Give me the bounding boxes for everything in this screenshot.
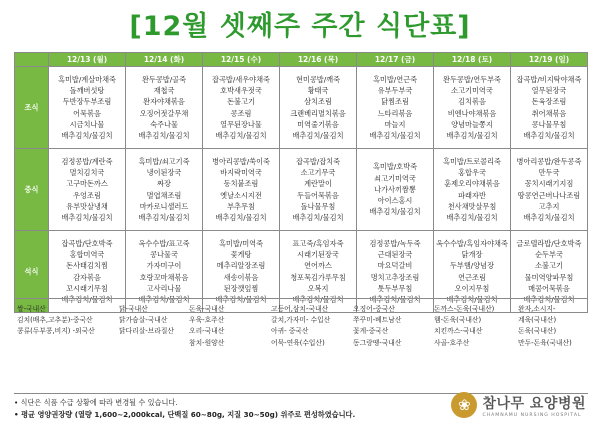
menu-item: 바지락미역국 <box>220 168 262 178</box>
origin-column <box>434 304 494 349</box>
menu-item: 시래기된장국 <box>297 250 339 260</box>
origin-line: 콩류(두부콩,비지) -외국산 <box>17 327 95 336</box>
origin-line: 햄-돈육(국내산) <box>434 316 482 325</box>
menu-item: 병아리콩밥/완두콩죽 <box>516 156 582 166</box>
menu-item: 연어까스 <box>304 261 332 271</box>
menu-item: 흑미밥/쇠고기죽 <box>138 156 190 166</box>
menu-item: 배추김치/물김치 <box>369 207 421 217</box>
menu-cell <box>49 149 126 231</box>
menu-item: 흑미밥/연근죽 <box>372 74 418 84</box>
menu-item: 소불고기 <box>535 261 563 271</box>
menu-cell <box>434 67 511 149</box>
origin-line: 사골-호주산 <box>434 338 470 347</box>
menu-item: 짜장 <box>157 179 171 189</box>
origin-column <box>518 304 572 349</box>
menu-item: 비엔나야채볶음 <box>447 108 497 118</box>
menu-cell <box>203 67 280 149</box>
origin-column <box>353 304 401 349</box>
origin-line: 오징어-중국산 <box>353 305 395 313</box>
menu-item: 콩조림 <box>230 108 252 118</box>
origin-line: 돈육(국내산) <box>518 327 557 336</box>
menu-item: 배추김치/물김치 <box>292 212 344 222</box>
origin-line: 만두-돈육(국내산) <box>518 338 572 347</box>
day-header: 12/16 (목) <box>280 53 357 67</box>
menu-item: 유부맛살냉채 <box>66 201 108 211</box>
menu-item: 잡곡밥/잡치죽 <box>295 156 341 166</box>
menu-item: 배추김치/물김치 <box>61 294 113 304</box>
menu-item: 호랑꼬마채볶음 <box>139 272 189 282</box>
note-menu-change: • 식단은 식품 수급 상황에 따라 변경될 수 있습니다. <box>14 398 178 407</box>
menu-item: 취어채볶음 <box>531 108 567 118</box>
menu-item: 배추김치/물김치 <box>369 130 421 140</box>
menu-item: 흑미밥/계살마채죽 <box>58 74 116 84</box>
menu-item: 감자볶음 <box>73 272 101 282</box>
menu-item: 배추김치/물김치 <box>61 130 113 140</box>
day-header: 12/13 (월) <box>49 53 126 67</box>
day-header-row <box>15 53 588 67</box>
origin-line: 고등어,삼치-국내산 <box>271 305 329 313</box>
menu-item: 명치고추장조림 <box>370 272 420 282</box>
menu-item: 마늘지 <box>384 119 406 129</box>
page-title: [12월 셋째주 주간 식단표] <box>129 11 471 42</box>
menu-item: 배추김치/물김치 <box>446 294 498 304</box>
menu-item: 연근조림 <box>458 272 486 282</box>
menu-cell <box>280 67 357 149</box>
menu-item: 닭개장 <box>461 250 483 260</box>
menu-item: 돈불고기 <box>227 97 255 107</box>
origin-line: 꽃게-중국산 <box>353 327 389 336</box>
menu-item: 콩나물무침 <box>531 119 567 129</box>
menu-item: 배추김치/물김치 <box>369 294 421 304</box>
menu-item: 물미역양파무침 <box>524 272 574 282</box>
origin-line: 돈육-국내산 <box>189 305 225 313</box>
menu-item: 멸엽채조림 <box>146 190 182 200</box>
menu-item: 크랜베리멸치볶음 <box>290 108 346 118</box>
menu-item: 배추김치/물김치 <box>292 294 344 304</box>
menu-item: 멸치김치국 <box>69 168 105 178</box>
menu-item: 오징어젓갈무채 <box>139 108 189 118</box>
menu-item: 꼬시래기무침 <box>66 283 108 293</box>
menu-item: 오복지 <box>307 283 329 293</box>
menu-item: 열무된장나물 <box>220 119 262 129</box>
menu-item: 돌나물무침 <box>300 201 336 211</box>
menu-item: 재첩국 <box>153 86 175 96</box>
origin-line: 쭈꾸미-베트남산 <box>353 316 402 325</box>
menu-item: 배추김치/물김치 <box>138 212 190 222</box>
menu-item: 쇠고기미역국 <box>374 173 416 183</box>
menu-item: 김치볶음 <box>458 97 486 107</box>
menu-cell <box>280 149 357 231</box>
menu-item: 두들어묵볶음 <box>297 190 339 200</box>
menu-item: 완자야채볶음 <box>143 97 185 107</box>
menu-item: 표고죽/흑임자죽 <box>292 238 344 248</box>
menu-item: 시금치나물 <box>69 119 105 129</box>
origin-column <box>17 304 95 338</box>
menu-item: 호박새우젓국 <box>220 86 262 96</box>
menu-item: 열무된장국 <box>531 86 567 96</box>
origin-line: 동그랑땡-국내산 <box>353 338 402 347</box>
menu-item: 홍합미역국 <box>69 250 105 260</box>
menu-item: 만두국 <box>538 168 560 178</box>
menu-item: 잡곡밥/단호박죽 <box>61 238 113 248</box>
menu-cell <box>357 67 434 149</box>
day-header: 12/17 (금) <box>357 53 434 67</box>
menu-item: 우엉조림 <box>73 190 101 200</box>
menu-item: 배추김치/물김치 <box>446 130 498 140</box>
menu-item: 잡곡밥/새우야채죽 <box>212 74 270 84</box>
menu-item: 계란말이 <box>304 179 332 189</box>
menu-item: 고사리나물 <box>146 283 182 293</box>
logo-sub: CHAMNAMU NURSING HOSPITAL <box>482 412 582 418</box>
menu-item: 흑미밥/트로콜리죽 <box>443 156 501 166</box>
origin-column <box>189 304 224 349</box>
menu-item: 파래자반 <box>458 190 486 200</box>
origin-line: 완자,소시지- <box>518 305 556 313</box>
menu-item: 어묵볶음 <box>73 108 101 118</box>
menu-item: 옥수수밥/흑임자야채죽 <box>436 238 508 248</box>
menu-item: 새송이볶음 <box>223 272 259 282</box>
menu-cell <box>203 149 280 231</box>
menu-item: 소고기미역국 <box>451 86 493 96</box>
origin-line: 계육(국내산) <box>518 316 557 325</box>
menu-item: 돌깨버섯탕 <box>69 86 105 96</box>
menu-item: 양념마늘쫑지 <box>451 119 493 129</box>
day-header: 12/15 (수) <box>203 53 280 67</box>
origin-line: 아귀- 중국산 <box>271 327 309 336</box>
meal-label: 조식 <box>15 67 49 149</box>
origin-line: 치킨까스-국내산 <box>434 327 483 336</box>
menu-item: 검정콩밥/녹두죽 <box>369 238 421 248</box>
menu-cell <box>511 149 588 231</box>
origin-line: 어묵-연육(수입산) <box>271 338 325 347</box>
menu-item: 배추김치/물김치 <box>215 212 267 222</box>
menu-item: 숙주나물 <box>150 119 178 129</box>
origin-line: 쌀-국내산 <box>17 305 46 313</box>
menu-item: 미역줄기볶음 <box>297 119 339 129</box>
menu-item: 배추김치/물김치 <box>523 130 575 140</box>
oak-leaf-icon: ❀ <box>451 392 477 418</box>
menu-item: 배추김치/물김치 <box>138 130 190 140</box>
menu-cell <box>511 67 588 149</box>
menu-item: 두부햄/양념장 <box>449 261 495 271</box>
menu-item: 나가사끼짬뽕 <box>374 184 416 194</box>
menu-item: 유부두부국 <box>377 86 413 96</box>
menu-item: 병아리콩밥/쑥이죽 <box>212 156 270 166</box>
menu-cell <box>357 149 434 231</box>
menu-cell <box>49 67 126 149</box>
menu-item: 청포묵김가루무침 <box>290 272 346 282</box>
day-header: 12/14 (화) <box>126 53 203 67</box>
origin-line: 닭다리살-브라질산 <box>119 327 174 336</box>
menu-item: 꽁치시래기지짐 <box>524 179 574 189</box>
menu-item: 돈육장조림 <box>531 97 567 107</box>
menu-item: 삼치조림 <box>304 97 332 107</box>
menu-item: 마요덕갈비 <box>377 261 413 271</box>
menu-item: 오이지무침 <box>454 283 490 293</box>
menu-item: 가자미구이 <box>146 261 182 271</box>
menu-item: 냉이된장국 <box>146 168 182 178</box>
origin-line: 돈까스-돈육(국내산) <box>434 305 495 313</box>
menu-item: 옛날소시지전 <box>220 190 262 200</box>
menu-cell <box>434 149 511 231</box>
note-nutrition: • 평균 영양권장량 (열량 1,600~2,000kcal, 단백질 60~80g, 지질 30~50g) 위주로 편성하였습니다. <box>14 410 356 419</box>
menu-item: 배추김치/물김치 <box>292 130 344 140</box>
menu-item: 완두콩밥/골죽 <box>141 74 187 84</box>
menu-cell <box>126 67 203 149</box>
origin-info <box>14 298 588 394</box>
menu-item: 훈제오리야채볶음 <box>444 179 500 189</box>
hospital-logo <box>451 392 586 418</box>
menu-item: 배추김치/물김치 <box>523 294 575 304</box>
day-header: 12/18 (토) <box>434 53 511 67</box>
menu-item: 꽃게탕 <box>230 250 252 260</box>
menu-table <box>14 52 588 313</box>
menu-item: 땅콩연근버나나조림 <box>517 190 581 200</box>
menu-item: 콩나물국 <box>150 250 178 260</box>
menu-item: 메추리알장조림 <box>216 261 266 271</box>
origin-line: 우육-호주산 <box>189 316 225 325</box>
menu-item: 매콤어묵볶음 <box>528 283 570 293</box>
menu-item: 된장깻잎찜 <box>223 283 259 293</box>
menu-item: 마카로니샐러드 <box>139 201 189 211</box>
menu-cell <box>126 149 203 231</box>
origin-line: 닭-국내산 <box>119 305 148 313</box>
menu-item: 흑미밥/호박죽 <box>372 162 418 172</box>
origin-column <box>119 304 174 338</box>
origin-line: 오리-국내산 <box>189 327 225 336</box>
menu-item: 동치붙조림 <box>223 179 259 189</box>
meal-row <box>15 149 588 231</box>
logo-name: 참나무 요양병원 <box>482 395 586 412</box>
menu-item: 고추지 <box>538 201 560 211</box>
menu-item: 잡곡밥/비지탁야채죽 <box>516 74 582 84</box>
menu-item: 아이스홍시 <box>377 196 413 206</box>
origin-line: 닭가슴살-국내산 <box>119 316 168 325</box>
origin-line: 갈치,가자미- 수입산 <box>271 316 331 325</box>
menu-item: 톳두부무침 <box>377 283 413 293</box>
origin-line: 김치(배추,고추분)-중국산 <box>17 316 93 325</box>
menu-item: 배추김치/물김치 <box>215 294 267 304</box>
menu-item: 배추김치/물김치 <box>61 212 113 222</box>
header-corner <box>15 53 49 67</box>
menu-item: 배추김치/물김치 <box>446 212 498 222</box>
menu-item: 소고기무국 <box>300 168 336 178</box>
menu-item: 느타리볶음 <box>377 108 413 118</box>
menu-item: 닭찜조림 <box>381 97 409 107</box>
menu-item: 현미콩밥/깨죽 <box>295 74 341 84</box>
meal-label: 석식 <box>15 231 49 313</box>
menu-item: 흑미밥/미역죽 <box>218 238 264 248</box>
menu-item: 부추무침 <box>227 201 255 211</box>
origin-line: 참치-원양산 <box>189 338 225 347</box>
menu-item: 돈사태김치찜 <box>66 261 108 271</box>
meal-label: 중식 <box>15 149 49 231</box>
menu-item: 옥수수밥/표고죽 <box>138 238 190 248</box>
meal-row <box>15 67 588 149</box>
menu-item: 배추김치/물김치 <box>523 212 575 222</box>
menu-item: 검정콩밥/계란죽 <box>61 156 113 166</box>
menu-item: 고구마돈까스 <box>66 179 108 189</box>
menu-item: 근대된장국 <box>377 250 413 260</box>
origin-column <box>271 304 330 349</box>
menu-item: 완두콩밥/연두부죽 <box>443 74 501 84</box>
day-header: 12/19 (일) <box>511 53 588 67</box>
menu-item: 배추김치/물김치 <box>215 130 267 140</box>
notes <box>14 397 355 421</box>
menu-item: 황태국 <box>307 86 329 96</box>
menu-item: 순두부국 <box>535 250 563 260</box>
menu-item: 홍합우국 <box>458 168 486 178</box>
menu-item: 두반장두부조림 <box>62 97 112 107</box>
menu-item: 배추김치/물김치 <box>138 294 190 304</box>
menu-item: 천사채맛살무침 <box>447 201 497 211</box>
menu-item: 글로텔라밥/단호박죽 <box>516 238 582 248</box>
